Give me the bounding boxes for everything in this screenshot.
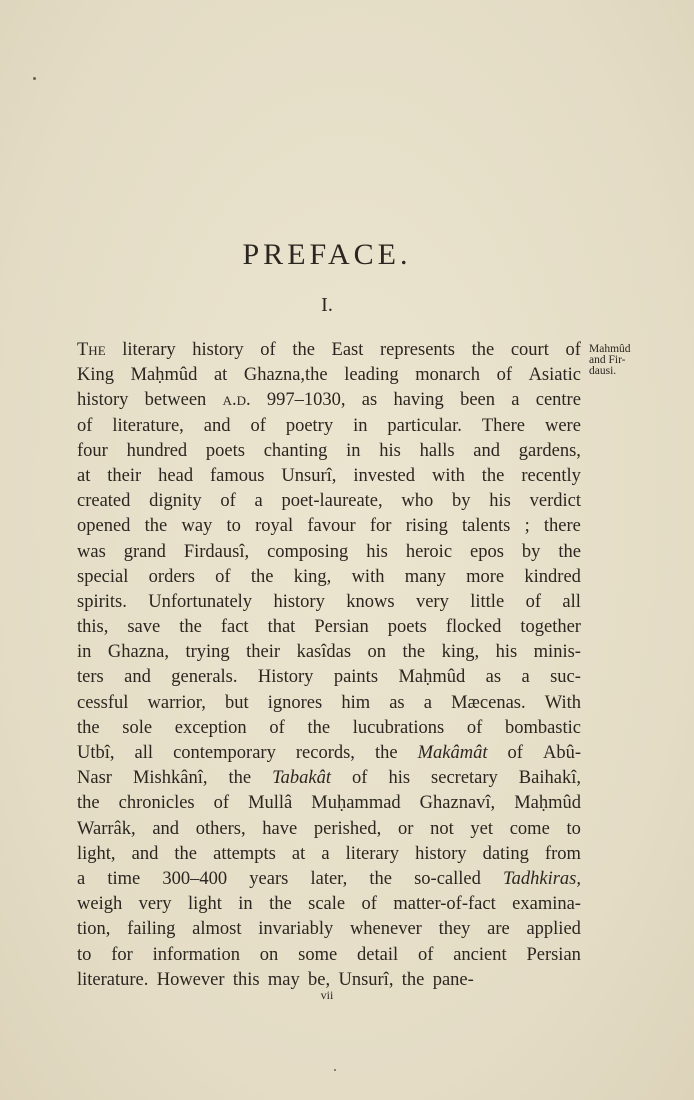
word: were xyxy=(544,415,581,436)
word: Persian xyxy=(314,617,369,638)
page-number: vii xyxy=(320,988,334,1002)
word: him xyxy=(341,692,371,713)
word: There xyxy=(481,415,526,436)
word: of xyxy=(507,743,523,763)
word: grand xyxy=(123,541,166,562)
word: warrior, xyxy=(147,692,206,713)
text-line xyxy=(77,892,581,917)
word: as xyxy=(485,667,502,688)
word: to xyxy=(226,516,241,537)
word: literature, xyxy=(112,415,184,436)
word: special xyxy=(77,566,129,587)
word: and xyxy=(203,415,231,436)
word: rising xyxy=(405,516,448,537)
word: 300–400 xyxy=(162,868,228,889)
text-line xyxy=(77,338,581,363)
word: very xyxy=(415,591,449,612)
word: The xyxy=(77,340,106,360)
text-line xyxy=(77,917,581,942)
word: represents xyxy=(380,340,455,360)
word: may xyxy=(267,969,300,990)
word: detail xyxy=(357,944,399,965)
word: at xyxy=(291,843,306,864)
text-line xyxy=(77,540,581,565)
word: exception xyxy=(174,717,247,738)
text-line xyxy=(77,691,581,716)
text-line xyxy=(77,363,581,388)
word: light, xyxy=(77,843,116,864)
word: but xyxy=(224,692,249,713)
word: verdict xyxy=(529,491,581,512)
word: for xyxy=(111,944,133,965)
word: of xyxy=(269,717,285,738)
word: a xyxy=(423,692,432,713)
word: of xyxy=(361,894,377,915)
word: his xyxy=(379,440,401,461)
word: very xyxy=(138,894,172,915)
word: knows xyxy=(346,591,395,612)
word: Abû- xyxy=(542,743,581,763)
text-line xyxy=(77,414,581,439)
word: in xyxy=(77,642,92,663)
word: by xyxy=(521,541,541,562)
word: pane- xyxy=(432,969,474,990)
word: the xyxy=(307,717,331,738)
word: Mullâ xyxy=(248,793,293,814)
word: contemporary xyxy=(173,743,276,763)
text-line xyxy=(77,665,581,690)
word: poetry xyxy=(285,415,334,436)
text-line xyxy=(77,565,581,590)
word: save xyxy=(127,617,161,638)
word: applied xyxy=(526,919,581,940)
word: history xyxy=(273,591,325,612)
word: weigh xyxy=(77,894,123,915)
word: be, xyxy=(308,969,331,990)
word: poets xyxy=(205,440,245,461)
word: of xyxy=(565,340,581,360)
word: almost xyxy=(192,919,242,940)
word: kasîdas xyxy=(296,642,352,663)
text-line xyxy=(77,439,581,464)
word: of xyxy=(260,340,276,360)
text-line xyxy=(77,716,581,741)
word: his xyxy=(366,541,388,562)
word: perished, xyxy=(313,818,382,839)
word: heroic xyxy=(405,541,453,562)
word: four xyxy=(77,440,108,461)
word: a xyxy=(321,843,330,864)
word: 997–1030, xyxy=(266,390,346,411)
word: Maḥmûd xyxy=(514,793,581,814)
word: East xyxy=(331,340,364,360)
word: his xyxy=(388,768,411,789)
word: Nasr xyxy=(77,768,112,789)
word: cessful xyxy=(77,692,129,713)
word: the xyxy=(292,340,315,360)
word: Ghazna,the xyxy=(243,365,328,386)
word: secretary xyxy=(431,768,498,789)
word: that xyxy=(267,617,296,638)
word: a xyxy=(254,491,263,512)
word: examina- xyxy=(512,894,581,915)
word: Maḥmûd xyxy=(398,667,466,688)
word: bombastic xyxy=(504,717,581,738)
word: have xyxy=(262,818,298,839)
word: the xyxy=(174,843,198,864)
word: his xyxy=(489,491,511,512)
word: With xyxy=(544,692,581,713)
word: Utbî, xyxy=(77,743,115,763)
word: spirits. xyxy=(77,591,127,612)
word: head xyxy=(158,465,194,486)
word: of xyxy=(250,415,266,436)
word: of xyxy=(213,793,230,814)
word: history xyxy=(192,340,244,360)
word: Tadhkiras, xyxy=(503,868,581,889)
word: the xyxy=(374,743,398,763)
word: sole xyxy=(122,717,153,738)
word: for xyxy=(369,516,392,537)
word: poet-laureate, xyxy=(281,491,383,512)
text-line xyxy=(77,464,581,489)
word: as xyxy=(389,692,405,713)
word: more xyxy=(466,566,505,587)
word: whenever xyxy=(349,919,422,940)
word: Mishkânî, xyxy=(132,768,208,789)
word: tion, xyxy=(77,919,111,940)
word: there xyxy=(543,516,581,537)
word: court xyxy=(510,340,549,360)
paper-speck xyxy=(334,1069,336,1071)
word: Unsurî, xyxy=(338,969,394,990)
word: a xyxy=(511,390,520,411)
word: invested xyxy=(353,465,416,486)
text-line xyxy=(77,514,581,539)
word: all xyxy=(562,591,581,612)
word: and xyxy=(152,818,180,839)
word: to xyxy=(566,818,581,839)
word: flocked xyxy=(445,617,502,638)
word: the xyxy=(369,868,392,889)
word: at xyxy=(77,465,91,486)
word: Unfortunately xyxy=(148,591,253,612)
word: or xyxy=(397,818,414,839)
word: in xyxy=(353,415,368,436)
word: Mæcenas. xyxy=(451,692,526,713)
word: paints xyxy=(333,667,379,688)
word: others, xyxy=(195,818,246,839)
word: this, xyxy=(77,617,109,638)
word: from xyxy=(544,843,581,864)
word: lucubrations xyxy=(352,717,445,738)
word: in xyxy=(238,894,253,915)
text-line xyxy=(77,388,581,413)
word: of xyxy=(220,491,236,512)
word: the xyxy=(179,617,202,638)
word: with xyxy=(431,465,465,486)
word: many xyxy=(404,566,446,587)
text-line xyxy=(77,640,581,665)
text-line xyxy=(77,817,581,842)
word: been xyxy=(460,390,495,411)
word: the xyxy=(401,969,425,990)
word: suc- xyxy=(550,667,581,688)
paper-speck xyxy=(33,77,36,80)
word: Muḥammad xyxy=(311,793,401,814)
word: famous xyxy=(210,465,265,486)
word: Makâmât xyxy=(417,743,488,763)
word: kindred xyxy=(524,566,581,587)
word: composing xyxy=(267,541,349,562)
word: the xyxy=(228,768,252,789)
word: a xyxy=(521,667,530,688)
word: not xyxy=(430,818,454,839)
word: light xyxy=(187,894,222,915)
word: favour xyxy=(307,516,356,537)
word: Maḥmûd xyxy=(130,365,198,386)
word: Ghazna, xyxy=(107,642,169,663)
word: talents xyxy=(462,516,511,537)
word: way xyxy=(181,516,213,537)
word: the xyxy=(558,541,581,562)
word: by xyxy=(452,491,471,512)
word: monarch xyxy=(415,365,480,386)
word: history xyxy=(415,843,467,864)
word: recently xyxy=(521,465,581,486)
word: orders xyxy=(148,566,195,587)
word: the xyxy=(77,793,100,814)
word: and xyxy=(124,667,151,688)
word: particular. xyxy=(387,415,462,436)
word: hundred xyxy=(126,440,188,461)
word: having xyxy=(393,390,444,411)
word: minis- xyxy=(533,642,581,663)
body-paragraph xyxy=(77,338,581,993)
word: time xyxy=(107,868,141,889)
word: and xyxy=(473,440,501,461)
word: the xyxy=(250,566,274,587)
word: Tabakât xyxy=(272,768,332,789)
word: attempts xyxy=(213,843,276,864)
word: generals. xyxy=(171,667,238,688)
word: years xyxy=(249,868,289,889)
word: Warrâk, xyxy=(77,818,136,839)
word: ancient xyxy=(453,944,507,965)
word: the xyxy=(471,340,495,360)
word: all xyxy=(134,743,154,763)
word: poets xyxy=(387,617,427,638)
section-number: I. xyxy=(321,294,333,316)
word: some xyxy=(298,944,338,965)
word: king, xyxy=(441,642,480,663)
word: come xyxy=(509,818,550,839)
text-line xyxy=(77,842,581,867)
text-line xyxy=(77,943,581,968)
margin-note-line: and Fir- xyxy=(589,354,626,366)
word: trying xyxy=(185,642,230,663)
word: a.d. xyxy=(222,390,251,411)
text-line xyxy=(77,590,581,615)
word: gardens, xyxy=(518,440,581,461)
word: scale xyxy=(308,894,346,915)
word: they xyxy=(438,919,471,940)
word: epos xyxy=(470,541,504,562)
word: the xyxy=(144,516,168,537)
word: invariably xyxy=(258,919,334,940)
word: with xyxy=(351,566,385,587)
word: Ghaznavî, xyxy=(419,793,496,814)
text-line xyxy=(77,615,581,640)
word: opened xyxy=(77,516,131,537)
word: in xyxy=(346,440,361,461)
word: his xyxy=(495,642,518,663)
word: little xyxy=(470,591,505,612)
text-line xyxy=(77,791,581,816)
word: Unsurî, xyxy=(281,465,337,486)
word: ignores xyxy=(267,692,323,713)
word: Baihakî, xyxy=(518,768,581,789)
word: yet xyxy=(470,818,494,839)
word: on xyxy=(367,642,387,663)
word: literary xyxy=(122,340,176,360)
word: of xyxy=(496,365,512,386)
word: chronicles xyxy=(118,793,195,814)
word: King xyxy=(77,365,114,386)
word: dignity xyxy=(149,491,202,512)
word: as xyxy=(361,390,378,411)
margin-note-line: dausi. xyxy=(589,365,617,377)
word: are xyxy=(487,919,510,940)
word: ters xyxy=(77,667,104,688)
word: of xyxy=(215,566,231,587)
word: ; xyxy=(524,516,530,537)
word: this xyxy=(232,969,260,990)
word: Asiatic xyxy=(528,365,581,386)
margin-note xyxy=(589,344,689,377)
word: of xyxy=(417,944,434,965)
word: However xyxy=(156,969,225,990)
word: so-called xyxy=(414,868,481,889)
word: was xyxy=(77,541,106,562)
word: matter-of-fact xyxy=(393,894,496,915)
word: their xyxy=(246,642,281,663)
page-title: PREFACE. xyxy=(242,238,412,272)
word: halls xyxy=(419,440,455,461)
word: records, xyxy=(295,743,355,763)
word: the xyxy=(481,465,505,486)
word: literary xyxy=(345,843,400,864)
word: created xyxy=(77,491,131,512)
word: literature. xyxy=(77,969,149,990)
word: a xyxy=(77,868,86,889)
word: fact xyxy=(220,617,249,638)
word: royal xyxy=(255,516,294,537)
word: of xyxy=(525,591,541,612)
text-line xyxy=(77,489,581,514)
word: of xyxy=(352,768,368,789)
word: to xyxy=(77,944,92,965)
word: on xyxy=(259,944,279,965)
word: between xyxy=(144,390,207,411)
word: their xyxy=(107,465,142,486)
text-line xyxy=(77,741,581,766)
word: centre xyxy=(535,390,581,411)
text-line xyxy=(77,766,581,791)
word: History xyxy=(257,667,314,688)
word: chanting xyxy=(263,440,328,461)
word: history xyxy=(77,390,129,411)
word: at xyxy=(213,365,228,386)
word: of xyxy=(77,415,93,436)
word: who xyxy=(401,491,434,512)
word: dating xyxy=(482,843,529,864)
word: information xyxy=(152,944,240,965)
word: the xyxy=(269,894,292,915)
word: later, xyxy=(310,868,348,889)
text-line xyxy=(77,867,581,892)
word: and xyxy=(131,843,159,864)
word: of xyxy=(466,717,483,738)
margin-note-line: Mahmûd xyxy=(589,343,631,355)
word: Persian xyxy=(526,944,581,965)
word: together xyxy=(520,617,581,638)
word: Firdausî, xyxy=(183,541,250,562)
word: king, xyxy=(293,566,332,587)
word: the xyxy=(77,717,100,738)
word: the xyxy=(402,642,426,663)
word: failing xyxy=(127,919,176,940)
word: leading xyxy=(344,365,399,386)
